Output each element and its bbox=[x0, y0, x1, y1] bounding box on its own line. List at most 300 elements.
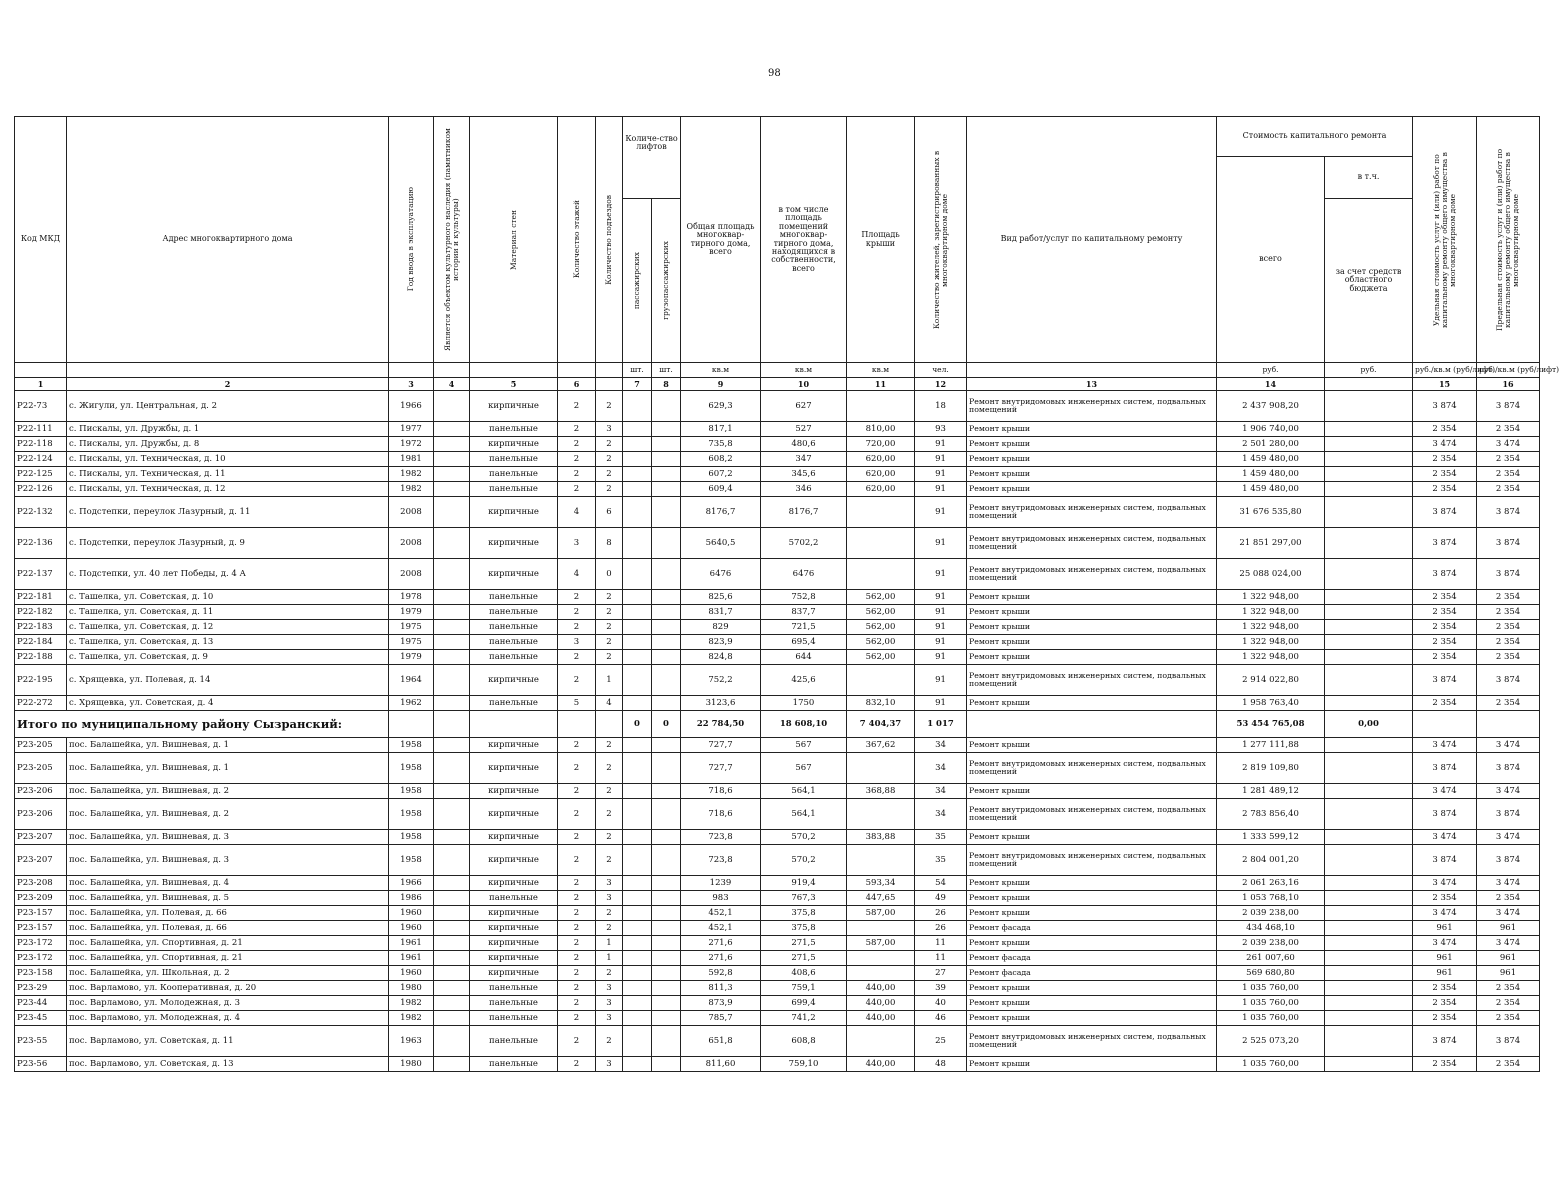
table-cell bbox=[1325, 966, 1413, 981]
table-cell: 2 354 bbox=[1413, 1011, 1477, 1026]
table-cell: 1961 bbox=[389, 951, 434, 966]
table-cell: 609,4 bbox=[681, 482, 761, 497]
table-cell bbox=[434, 1026, 470, 1057]
column-numbers-row: 1 2 3 4 5 6 7 8 9 10 11 12 13 14 15 16 bbox=[15, 378, 1540, 391]
table-cell: 46 bbox=[915, 1011, 967, 1026]
work-type-cell: Ремонт внутридомовых инженерных систем, подвальных помещений bbox=[967, 559, 1217, 590]
table-row bbox=[15, 497, 1540, 528]
table-cell: 2 bbox=[558, 738, 596, 753]
header-owned-area: в том числе площадь помещений многоквар-тирного дома, находящихся в собственности, всего bbox=[761, 117, 847, 363]
table-cell: панельные bbox=[470, 996, 558, 1011]
table-cell: Р23-44 bbox=[15, 996, 67, 1011]
table-cell: Р23-158 bbox=[15, 966, 67, 981]
table-cell: 49 bbox=[915, 891, 967, 906]
table-cell: 727,7 bbox=[681, 738, 761, 753]
table-cell bbox=[623, 845, 652, 876]
work-type-cell: Ремонт внутридомовых инженерных систем, подвальных помещений bbox=[967, 799, 1217, 830]
table-cell: 3 874 bbox=[1413, 528, 1477, 559]
table-cell: 785,7 bbox=[681, 1011, 761, 1026]
table-cell bbox=[623, 590, 652, 605]
table-cell bbox=[434, 391, 470, 422]
table-cell: 2 bbox=[596, 906, 623, 921]
table-cell: кирпичные bbox=[470, 799, 558, 830]
work-type-cell: Ремонт крыши bbox=[967, 981, 1217, 996]
table-cell: 1 035 760,00 bbox=[1217, 1057, 1325, 1072]
table-cell: 2 354 bbox=[1413, 891, 1477, 906]
table-cell: 271,5 bbox=[761, 951, 847, 966]
table-cell: 2 bbox=[558, 452, 596, 467]
table-cell: Р23-207 bbox=[15, 845, 67, 876]
table-cell: 2 354 bbox=[1477, 996, 1540, 1011]
table-cell: 2 354 bbox=[1413, 620, 1477, 635]
table-cell: Р22-183 bbox=[15, 620, 67, 635]
table-cell: 2 bbox=[596, 391, 623, 422]
table-cell: 1966 bbox=[389, 391, 434, 422]
table-cell: 718,6 bbox=[681, 784, 761, 799]
table-cell: с. Ташелка, ул. Советская, д. 12 bbox=[67, 620, 389, 635]
table-cell: 2 bbox=[596, 966, 623, 981]
table-cell: Р22-118 bbox=[15, 437, 67, 452]
table-cell bbox=[434, 452, 470, 467]
header-address: Адрес многоквартирного дома bbox=[67, 117, 389, 363]
table-cell: 3 474 bbox=[1413, 936, 1477, 951]
table-cell bbox=[652, 650, 681, 665]
table-cell bbox=[434, 784, 470, 799]
table-cell bbox=[652, 559, 681, 590]
table-cell: 408,6 bbox=[761, 966, 847, 981]
table-cell: 3 474 bbox=[1477, 906, 1540, 921]
table-row bbox=[15, 830, 1540, 845]
table-cell: 608,2 bbox=[681, 452, 761, 467]
header-passenger-lifts: пассажирских bbox=[632, 251, 642, 310]
header-lifts: Количе-ство лифтов bbox=[623, 117, 681, 199]
table-cell: 1963 bbox=[389, 1026, 434, 1057]
table-cell bbox=[652, 635, 681, 650]
table-cell: панельные bbox=[470, 590, 558, 605]
table-cell: панельные bbox=[470, 635, 558, 650]
table-cell bbox=[1325, 528, 1413, 559]
table-cell: 2 354 bbox=[1413, 422, 1477, 437]
table-cell bbox=[623, 981, 652, 996]
table-cell: панельные bbox=[470, 467, 558, 482]
table-cell: 35 bbox=[915, 830, 967, 845]
table-cell: 961 bbox=[1477, 966, 1540, 981]
table-cell: 823,9 bbox=[681, 635, 761, 650]
table-cell: 587,00 bbox=[847, 936, 915, 951]
table-cell bbox=[1325, 605, 1413, 620]
table-cell: 8176,7 bbox=[761, 497, 847, 528]
work-type-cell: Ремонт фасада bbox=[967, 966, 1217, 981]
table-cell bbox=[1325, 467, 1413, 482]
table-cell: 1958 bbox=[389, 799, 434, 830]
table-cell: панельные bbox=[470, 482, 558, 497]
table-row bbox=[15, 482, 1540, 497]
table-cell: 1982 bbox=[389, 996, 434, 1011]
table-cell bbox=[652, 391, 681, 422]
table-cell: 811,60 bbox=[681, 1057, 761, 1072]
table-cell: 2 354 bbox=[1477, 422, 1540, 437]
table-cell: Р22-195 bbox=[15, 665, 67, 696]
table-cell: 1239 bbox=[681, 876, 761, 891]
table-cell: 2 bbox=[558, 966, 596, 981]
table-cell: 699,4 bbox=[761, 996, 847, 1011]
table-cell: 3 474 bbox=[1413, 876, 1477, 891]
table-cell: 2 354 bbox=[1477, 891, 1540, 906]
table-cell bbox=[434, 605, 470, 620]
table-cell: 2 819 109,80 bbox=[1217, 753, 1325, 784]
table-cell: с. Пискалы, ул. Техническая, д. 11 bbox=[67, 467, 389, 482]
table-cell: с. Ташелка, ул. Советская, д. 9 bbox=[67, 650, 389, 665]
table-cell: с. Пискалы, ул. Техническая, д. 10 bbox=[67, 452, 389, 467]
table-cell: 3 874 bbox=[1413, 753, 1477, 784]
table-cell bbox=[1325, 635, 1413, 650]
table-cell bbox=[652, 799, 681, 830]
table-cell: 735,8 bbox=[681, 437, 761, 452]
table-cell: 2008 bbox=[389, 528, 434, 559]
table-cell: Р23-56 bbox=[15, 1057, 67, 1072]
total-label: Итого по муниципальному району Сызранский: bbox=[15, 711, 389, 738]
header-residents: Количество жителей, зарегистрированных в многоквартирном доме bbox=[931, 150, 949, 329]
capital-repair-table bbox=[14, 116, 1559, 1072]
table-cell: 3 474 bbox=[1477, 437, 1540, 452]
table-cell bbox=[434, 966, 470, 981]
table-cell: 2 bbox=[558, 605, 596, 620]
table-cell: 345,6 bbox=[761, 467, 847, 482]
table-cell: 1 322 948,00 bbox=[1217, 590, 1325, 605]
table-cell bbox=[623, 528, 652, 559]
table-cell: 3 bbox=[596, 1057, 623, 1072]
table-cell bbox=[623, 452, 652, 467]
table-cell: кирпичные bbox=[470, 753, 558, 784]
table-cell: Р22-126 bbox=[15, 482, 67, 497]
table-cell: 961 bbox=[1413, 921, 1477, 936]
total-row bbox=[15, 711, 1540, 738]
table-cell bbox=[434, 906, 470, 921]
table-cell: Р23-208 bbox=[15, 876, 67, 891]
table-cell: 3 874 bbox=[1413, 391, 1477, 422]
table-cell: 347 bbox=[761, 452, 847, 467]
table-cell bbox=[434, 590, 470, 605]
table-cell: 26 bbox=[915, 906, 967, 921]
table-cell bbox=[623, 921, 652, 936]
table-cell: 3 874 bbox=[1477, 665, 1540, 696]
table-cell: 562,00 bbox=[847, 605, 915, 620]
table-cell: 2 354 bbox=[1477, 981, 1540, 996]
table-cell bbox=[847, 391, 915, 422]
table-row bbox=[15, 665, 1540, 696]
table-cell: 2 061 263,16 bbox=[1217, 876, 1325, 891]
table-cell bbox=[623, 620, 652, 635]
table-row bbox=[15, 1057, 1540, 1072]
table-cell: 35 bbox=[915, 845, 967, 876]
table-cell: 6476 bbox=[761, 559, 847, 590]
header-floors: Количество этажей bbox=[571, 200, 581, 279]
table-cell: кирпичные bbox=[470, 528, 558, 559]
table-cell: 2 bbox=[558, 665, 596, 696]
table-cell bbox=[1325, 830, 1413, 845]
table-cell: 346 bbox=[761, 482, 847, 497]
table-cell: 831,7 bbox=[681, 605, 761, 620]
table-row bbox=[15, 891, 1540, 906]
table-cell bbox=[623, 1011, 652, 1026]
table-cell: 21 851 297,00 bbox=[1217, 528, 1325, 559]
table-cell: 1962 bbox=[389, 696, 434, 711]
table-cell: 2 bbox=[558, 467, 596, 482]
table-cell bbox=[652, 620, 681, 635]
table-cell: панельные bbox=[470, 422, 558, 437]
table-row bbox=[15, 559, 1540, 590]
table-cell: 3 bbox=[596, 422, 623, 437]
table-cell: 2 bbox=[596, 605, 623, 620]
table-cell: 3123,6 bbox=[681, 696, 761, 711]
table-cell: кирпичные bbox=[470, 876, 558, 891]
table-cell: 3 474 bbox=[1413, 738, 1477, 753]
table-cell: 1 333 599,12 bbox=[1217, 830, 1325, 845]
header-cargo-lifts: грузопассажирских bbox=[661, 241, 671, 320]
header-entrances: Количество подъездов bbox=[604, 194, 614, 285]
total-roof-area: 7 404,37 bbox=[847, 711, 915, 738]
units-row: шт. шт. кв.м кв.м кв.м чел. руб. руб. руб./кв.м (руб/лифт) руб./кв.м (руб/лифт) bbox=[15, 363, 1540, 378]
table-cell: 2 bbox=[558, 482, 596, 497]
table-cell: 2 bbox=[558, 422, 596, 437]
table-cell: Р22-181 bbox=[15, 590, 67, 605]
table-cell: Р22-124 bbox=[15, 452, 67, 467]
work-type-cell: Ремонт крыши bbox=[967, 906, 1217, 921]
table-cell: Р23-157 bbox=[15, 906, 67, 921]
table-cell: 1980 bbox=[389, 981, 434, 996]
table-cell: кирпичные bbox=[470, 906, 558, 921]
table-cell: 1 035 760,00 bbox=[1217, 981, 1325, 996]
table-cell: 34 bbox=[915, 784, 967, 799]
total-cargo-lifts: 0 bbox=[652, 711, 681, 738]
table-cell: 91 bbox=[915, 559, 967, 590]
table-cell: 447,65 bbox=[847, 891, 915, 906]
work-type-cell: Ремонт крыши bbox=[967, 876, 1217, 891]
table-cell bbox=[434, 559, 470, 590]
table-cell: 25 bbox=[915, 1026, 967, 1057]
table-cell bbox=[652, 452, 681, 467]
table-cell bbox=[1325, 753, 1413, 784]
table-cell: 1958 bbox=[389, 830, 434, 845]
table-cell: 2 914 022,80 bbox=[1217, 665, 1325, 696]
table-cell: 5702,2 bbox=[761, 528, 847, 559]
table-cell bbox=[623, 467, 652, 482]
work-type-cell: Ремонт крыши bbox=[967, 996, 1217, 1011]
work-type-cell: Ремонт крыши bbox=[967, 738, 1217, 753]
table-cell: 1980 bbox=[389, 1057, 434, 1072]
table-cell bbox=[652, 422, 681, 437]
table-cell: 383,88 bbox=[847, 830, 915, 845]
table-cell: кирпичные bbox=[470, 665, 558, 696]
total-cost: 53 454 765,08 bbox=[1217, 711, 1325, 738]
table-cell bbox=[434, 876, 470, 891]
table-cell: 2 bbox=[596, 482, 623, 497]
table-cell bbox=[1325, 452, 1413, 467]
table-cell bbox=[652, 528, 681, 559]
table-cell: 4 bbox=[596, 696, 623, 711]
table-cell: с. Подстепки, переулок Лазурный, д. 11 bbox=[67, 497, 389, 528]
table-cell: 2 bbox=[596, 738, 623, 753]
table-cell: 2 bbox=[558, 921, 596, 936]
table-cell: кирпичные bbox=[470, 936, 558, 951]
table-cell: панельные bbox=[470, 1026, 558, 1057]
table-cell: 91 bbox=[915, 467, 967, 482]
table-cell: 27 bbox=[915, 966, 967, 981]
table-cell: 2 bbox=[596, 799, 623, 830]
table-cell: 1 322 948,00 bbox=[1217, 650, 1325, 665]
table-cell: 1 bbox=[596, 936, 623, 951]
table-row bbox=[15, 921, 1540, 936]
table-cell: 425,6 bbox=[761, 665, 847, 696]
table-cell: 440,00 bbox=[847, 981, 915, 996]
table-cell: 93 bbox=[915, 422, 967, 437]
table-cell: 837,7 bbox=[761, 605, 847, 620]
table-cell: 3 474 bbox=[1477, 936, 1540, 951]
table-cell bbox=[1325, 559, 1413, 590]
table-cell: 3 874 bbox=[1477, 1026, 1540, 1057]
table-cell bbox=[652, 665, 681, 696]
table-cell bbox=[623, 966, 652, 981]
table-cell: 919,4 bbox=[761, 876, 847, 891]
table-cell: 2008 bbox=[389, 559, 434, 590]
table-cell bbox=[434, 650, 470, 665]
table-cell: 34 bbox=[915, 738, 967, 753]
table-cell bbox=[847, 528, 915, 559]
table-cell: 3 874 bbox=[1477, 845, 1540, 876]
table-cell bbox=[652, 605, 681, 620]
table-cell: 2 bbox=[596, 650, 623, 665]
page-number: 98 bbox=[768, 68, 781, 79]
table-cell: пос. Балашейка, ул. Вишневая, д. 3 bbox=[67, 845, 389, 876]
table-cell: 452,1 bbox=[681, 921, 761, 936]
table-cell: 375,8 bbox=[761, 906, 847, 921]
table-cell: 2 bbox=[558, 845, 596, 876]
table-cell bbox=[652, 1026, 681, 1057]
table-cell: 2 bbox=[596, 784, 623, 799]
table-cell: 91 bbox=[915, 482, 967, 497]
work-type-cell: Ремонт внутридомовых инженерных систем, подвальных помещений bbox=[967, 497, 1217, 528]
table-cell: Р22-182 bbox=[15, 605, 67, 620]
table-cell: 3 474 bbox=[1477, 738, 1540, 753]
table-cell: 1958 bbox=[389, 738, 434, 753]
table-cell: 2 bbox=[558, 891, 596, 906]
work-type-cell: Ремонт крыши bbox=[967, 1011, 1217, 1026]
table-cell: пос. Балашейка, ул. Полевая, д. 66 bbox=[67, 921, 389, 936]
table-cell: 1 bbox=[596, 665, 623, 696]
table-cell: 1981 bbox=[389, 452, 434, 467]
table-cell: 2 354 bbox=[1413, 482, 1477, 497]
work-type-cell: Ремонт крыши bbox=[967, 590, 1217, 605]
table-cell bbox=[652, 1057, 681, 1072]
table-row bbox=[15, 966, 1540, 981]
table-cell bbox=[434, 753, 470, 784]
table-cell: 2 354 bbox=[1477, 482, 1540, 497]
table-cell bbox=[652, 981, 681, 996]
total-area: 22 784,50 bbox=[681, 711, 761, 738]
table-cell: 562,00 bbox=[847, 620, 915, 635]
table-cell: пос. Варламово, ул. Советская, д. 11 bbox=[67, 1026, 389, 1057]
table-cell: 1958 bbox=[389, 784, 434, 799]
table-cell: панельные bbox=[470, 981, 558, 996]
table-cell: Р22-111 bbox=[15, 422, 67, 437]
work-type-cell: Ремонт внутридомовых инженерных систем, подвальных помещений bbox=[967, 1026, 1217, 1057]
table-cell: 607,2 bbox=[681, 467, 761, 482]
table-cell bbox=[1325, 845, 1413, 876]
table-cell: 91 bbox=[915, 497, 967, 528]
work-type-cell: Ремонт крыши bbox=[967, 784, 1217, 799]
table-cell: 1964 bbox=[389, 665, 434, 696]
table-cell: пос. Балашейка, ул. Спортивная, д. 21 bbox=[67, 936, 389, 951]
table-cell: 567 bbox=[761, 738, 847, 753]
table-cell: 2 354 bbox=[1477, 605, 1540, 620]
table-cell bbox=[652, 830, 681, 845]
table-body-syzran bbox=[15, 391, 1540, 711]
table-cell bbox=[623, 1026, 652, 1057]
table-cell: 620,00 bbox=[847, 452, 915, 467]
table-cell bbox=[847, 1026, 915, 1057]
table-cell: панельные bbox=[470, 891, 558, 906]
table-cell: 2 354 bbox=[1477, 620, 1540, 635]
table-cell: 375,8 bbox=[761, 921, 847, 936]
table-cell: 8176,7 bbox=[681, 497, 761, 528]
table-cell bbox=[1325, 921, 1413, 936]
table-cell: кирпичные bbox=[470, 738, 558, 753]
table-cell: 1 459 480,00 bbox=[1217, 467, 1325, 482]
table-cell: 91 bbox=[915, 452, 967, 467]
table-cell: кирпичные bbox=[470, 784, 558, 799]
table-cell: пос. Балашейка, ул. Школьная, д. 2 bbox=[67, 966, 389, 981]
table-cell bbox=[623, 1057, 652, 1072]
table-cell: 2 bbox=[558, 1026, 596, 1057]
table-cell bbox=[623, 650, 652, 665]
table-cell: 3 874 bbox=[1413, 559, 1477, 590]
table-cell: 2 bbox=[558, 830, 596, 845]
table-cell: 1972 bbox=[389, 437, 434, 452]
table-cell: 3 bbox=[558, 635, 596, 650]
table-cell bbox=[1325, 620, 1413, 635]
table-cell: Р23-207 bbox=[15, 830, 67, 845]
table-cell: 3 874 bbox=[1413, 1026, 1477, 1057]
table-cell: 2 354 bbox=[1413, 1057, 1477, 1072]
table-cell bbox=[847, 921, 915, 936]
table-cell: 40 bbox=[915, 996, 967, 1011]
table-cell bbox=[434, 1057, 470, 1072]
table-cell bbox=[434, 620, 470, 635]
table-cell: 1 bbox=[596, 951, 623, 966]
table-cell bbox=[623, 437, 652, 452]
table-cell: 2 bbox=[596, 590, 623, 605]
table-cell bbox=[434, 799, 470, 830]
table-cell: пос. Балашейка, ул. Спортивная, д. 21 bbox=[67, 951, 389, 966]
table-cell bbox=[1325, 391, 1413, 422]
table-cell: Р22-272 bbox=[15, 696, 67, 711]
table-cell: 2 bbox=[558, 981, 596, 996]
table-cell: 2 bbox=[558, 391, 596, 422]
table-cell bbox=[652, 590, 681, 605]
table-cell: 873,9 bbox=[681, 996, 761, 1011]
table-cell: пос. Балашейка, ул. Вишневая, д. 3 bbox=[67, 830, 389, 845]
table-cell: 3 874 bbox=[1477, 391, 1540, 422]
table-cell: 2 bbox=[558, 590, 596, 605]
table-cell: 25 088 024,00 bbox=[1217, 559, 1325, 590]
table-cell: 1975 bbox=[389, 620, 434, 635]
table-cell: 608,8 bbox=[761, 1026, 847, 1057]
table-cell bbox=[623, 936, 652, 951]
table-cell: 91 bbox=[915, 437, 967, 452]
table-cell: 2 354 bbox=[1477, 452, 1540, 467]
header-max-cost: Предельная стоимость услуг и (или) работ по капитальному ремонту общего имущества в многоквартирном доме bbox=[1495, 148, 1520, 331]
table-cell: 5 bbox=[558, 696, 596, 711]
